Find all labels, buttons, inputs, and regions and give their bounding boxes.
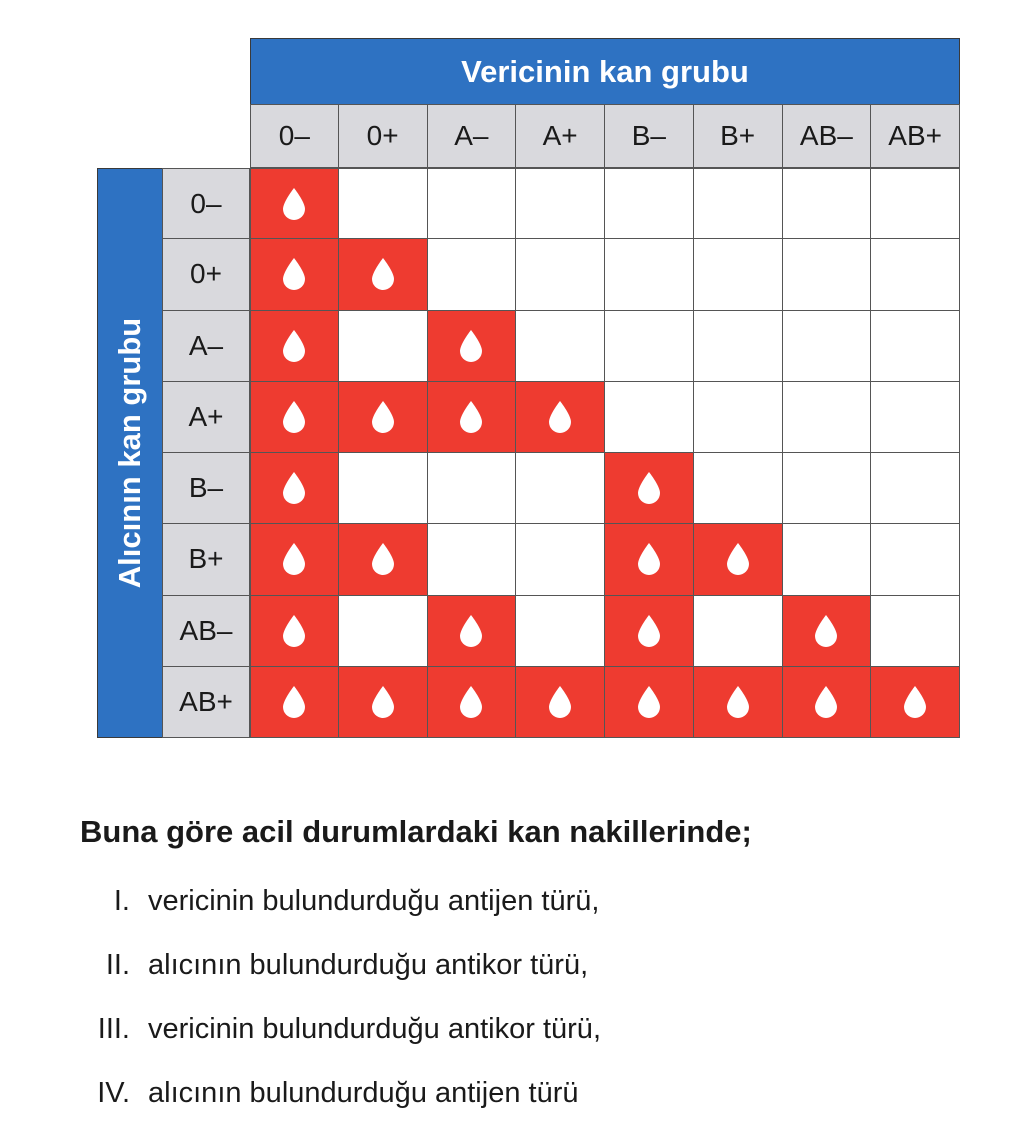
- options-list: [70, 885, 601, 1141]
- incompatible-cell: [605, 382, 694, 453]
- compatible-cell: [605, 667, 694, 738]
- option-item: [70, 949, 601, 1013]
- incompatible-cell: [428, 453, 517, 524]
- blood-drop-icon: [636, 471, 662, 505]
- blood-drop-icon: [458, 329, 484, 363]
- incompatible-cell: [694, 596, 783, 667]
- blood-drop-icon: [281, 614, 307, 648]
- recipient-group-label: A–: [162, 311, 250, 382]
- recipient-header: [97, 168, 162, 738]
- incompatible-cell: [516, 168, 605, 239]
- blood-drop-icon: [370, 685, 396, 719]
- incompatible-cell: [694, 311, 783, 382]
- donor-group-label: B+: [694, 104, 783, 168]
- compatible-cell: [250, 524, 339, 595]
- incompatible-cell: [516, 596, 605, 667]
- option-item: [70, 1013, 601, 1077]
- compatible-cell: [339, 239, 428, 310]
- incompatible-cell: [871, 453, 960, 524]
- blood-drop-icon: [902, 685, 928, 719]
- compatible-cell: [250, 453, 339, 524]
- recipient-header-label: Alıcının kan grubu: [112, 317, 147, 589]
- compatible-cell: [783, 596, 872, 667]
- recipient-group-label: B–: [162, 453, 250, 524]
- incompatible-cell: [871, 168, 960, 239]
- blood-drop-icon: [547, 400, 573, 434]
- compatible-cell: [783, 667, 872, 738]
- blood-drop-icon: [458, 685, 484, 719]
- incompatible-cell: [694, 239, 783, 310]
- compatible-cell: [250, 382, 339, 453]
- donor-group-label: AB–: [783, 104, 872, 168]
- question-lead: Buna göre acil durumlardaki kan nakillerinde;: [80, 814, 752, 849]
- blood-drop-icon: [458, 614, 484, 648]
- compatible-cell: [516, 667, 605, 738]
- option-item: [70, 885, 601, 949]
- compatible-cell: [428, 311, 517, 382]
- blood-drop-icon: [281, 257, 307, 291]
- option-text: vericinin bulundurduğu antijen türü,: [148, 885, 600, 917]
- incompatible-cell: [783, 453, 872, 524]
- incompatible-cell: [694, 168, 783, 239]
- incompatible-cell: [783, 168, 872, 239]
- incompatible-cell: [339, 453, 428, 524]
- incompatible-cell: [605, 239, 694, 310]
- incompatible-cell: [516, 311, 605, 382]
- blood-drop-icon: [458, 400, 484, 434]
- incompatible-cell: [605, 168, 694, 239]
- incompatible-cell: [783, 524, 872, 595]
- recipient-group-label: A+: [162, 382, 250, 453]
- incompatible-cell: [428, 239, 517, 310]
- compatible-cell: [428, 596, 517, 667]
- incompatible-cell: [428, 524, 517, 595]
- incompatible-cell: [339, 168, 428, 239]
- incompatible-cell: [428, 168, 517, 239]
- incompatible-cell: [605, 311, 694, 382]
- recipient-group-label: AB–: [162, 596, 250, 667]
- option-number: II.: [105, 949, 130, 981]
- compatible-cell: [694, 524, 783, 595]
- incompatible-cell: [783, 311, 872, 382]
- incompatible-cell: [694, 453, 783, 524]
- blood-drop-icon: [636, 614, 662, 648]
- donor-group-label: A–: [428, 104, 517, 168]
- compatible-cell: [250, 667, 339, 738]
- incompatible-cell: [783, 239, 872, 310]
- option-item: [70, 1077, 601, 1141]
- blood-compatibility-table: [97, 38, 960, 738]
- donor-group-label: B–: [605, 104, 694, 168]
- blood-drop-icon: [547, 685, 573, 719]
- option-number: III.: [97, 1013, 130, 1045]
- blood-drop-icon: [636, 542, 662, 576]
- compatible-cell: [250, 168, 339, 239]
- compatible-cell: [250, 239, 339, 310]
- blood-drop-icon: [370, 400, 396, 434]
- incompatible-cell: [871, 524, 960, 595]
- incompatible-cell: [783, 382, 872, 453]
- recipient-group-label: 0+: [162, 239, 250, 310]
- compatible-cell: [516, 382, 605, 453]
- donor-group-label: 0–: [250, 104, 339, 168]
- option-text: alıcının bulundurduğu antijen türü: [148, 1077, 579, 1109]
- compatible-cell: [250, 311, 339, 382]
- blood-drop-icon: [813, 614, 839, 648]
- incompatible-cell: [871, 596, 960, 667]
- option-number: I.: [113, 885, 130, 917]
- donor-group-label: 0+: [339, 104, 428, 168]
- donor-group-label: AB+: [871, 104, 960, 168]
- donor-header: Vericinin kan grubu: [250, 38, 960, 104]
- compatible-cell: [339, 667, 428, 738]
- compatible-cell: [605, 596, 694, 667]
- incompatible-cell: [516, 239, 605, 310]
- blood-drop-icon: [370, 257, 396, 291]
- blood-drop-icon: [636, 685, 662, 719]
- compatible-cell: [250, 596, 339, 667]
- compatible-cell: [339, 382, 428, 453]
- compatible-cell: [694, 667, 783, 738]
- blood-drop-icon: [725, 542, 751, 576]
- incompatible-cell: [694, 382, 783, 453]
- blood-drop-icon: [281, 400, 307, 434]
- compatible-cell: [428, 382, 517, 453]
- incompatible-cell: [339, 311, 428, 382]
- recipient-group-label: 0–: [162, 168, 250, 239]
- compatible-cell: [871, 667, 960, 738]
- option-text: vericinin bulundurduğu antikor türü,: [148, 1013, 601, 1045]
- incompatible-cell: [339, 596, 428, 667]
- incompatible-cell: [516, 524, 605, 595]
- blood-drop-icon: [370, 542, 396, 576]
- blood-drop-icon: [281, 187, 307, 221]
- compatible-cell: [428, 667, 517, 738]
- compatible-cell: [605, 524, 694, 595]
- blood-drop-icon: [281, 542, 307, 576]
- compatible-cell: [339, 524, 428, 595]
- blood-drop-icon: [813, 685, 839, 719]
- option-text: alıcının bulundurduğu antikor türü,: [148, 949, 589, 981]
- recipient-group-label: AB+: [162, 667, 250, 738]
- incompatible-cell: [516, 453, 605, 524]
- blood-drop-icon: [281, 471, 307, 505]
- incompatible-cell: [871, 382, 960, 453]
- option-number: IV.: [97, 1077, 130, 1109]
- recipient-group-label: B+: [162, 524, 250, 595]
- incompatible-cell: [871, 311, 960, 382]
- blood-drop-icon: [281, 329, 307, 363]
- blood-drop-icon: [281, 685, 307, 719]
- compatible-cell: [605, 453, 694, 524]
- incompatible-cell: [871, 239, 960, 310]
- donor-group-label: A+: [516, 104, 605, 168]
- blood-drop-icon: [725, 685, 751, 719]
